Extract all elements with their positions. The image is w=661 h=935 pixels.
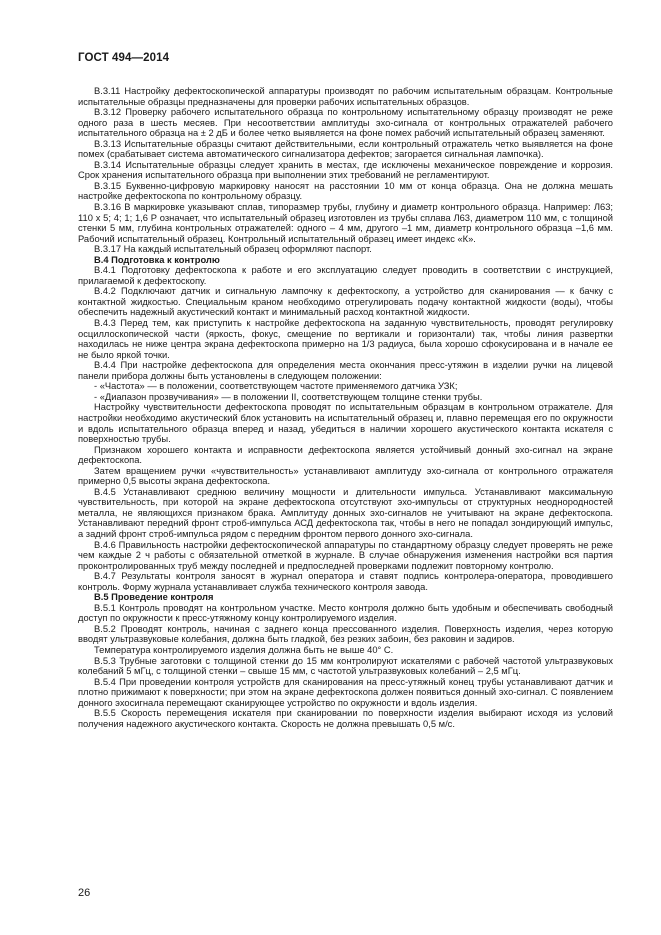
- paragraph-b3-17: В.3.17 На каждый испытательный образец оформляют паспорт.: [94, 244, 372, 255]
- list-item-range: - «Диапазон прозвучивания» — в положении II, соответствующем толщине стенки трубы.: [94, 391, 483, 402]
- paragraph-b5-1: В.5.1 Контроль проводят на контрольном участке. Место контроля должно быть удобным и обеспечивать свободный доступ по окружности к пресс-утяжному концу контролируемого изделия.: [78, 602, 613, 624]
- list-item-frequency: - «Частота» — в положении, соответствующем частоте применяемого датчика УЗК;: [94, 381, 458, 392]
- paragraph-b5-4: В.5.4 При проведении контроля устройств для сканирования на пресс-утяжный конец трубы устанавливают датчик и плотно прижимают к поверхности; при этом на экране дефектоскопа должен появиться донный эхо-сигнал. С появлением донного эхосигнала перемещают сканирующее устройство по окружности и вдоль изделия.: [78, 676, 613, 708]
- paragraph-b5-3: В.5.3 Трубные заготовки с толщиной стенки до 15 мм контролируют искателями с рабочей частотой ультразвуковых колебаний 5 мГц, с толщиной стенки – свыше 15 мм, с частотой ультразвуковых колебаний – 2,5 мГц.: [78, 655, 613, 677]
- paragraph-b4-2: В.4.2 Подключают датчик и сигнальную лампочку к дефектоскопу, а устройство для сканирования — к бачку с контактной жидкостью. Специальным краном необходимо отрегулировать подачу контактной жидкости (воды), чтобы обеспечить надежный акустический контакт и минимальный расход контактной жидкости.: [78, 286, 613, 318]
- paragraph-b3-16: В.3.16 В маркировке указывают сплав, типоразмер трубы, глубину и диаметр контрольного образца. Например: Л63; 110 x 5; 4; 1; 1,6 Р означает, что испытательный образец изготовлен из трубы сплава Л63, диаметром 110 мм, с толщиной стенки 5 мм, глубина контрольных отражателей: одного – 4 мм, другого –1 мм, диаметр контрольного образца –1,6 мм. Рабочий испытательный образец. Контрольный испытательный образец имеет индекс «К».: [78, 202, 613, 244]
- paragraph-b3-14: В.3.14 Испытательные образцы следует хранить в местах, где исключены механическое повреждение и коррозия. Срок хранения испытательного образца при выполнении этих требований не регламентируют.: [78, 159, 613, 181]
- paragraph-b3-12: В.3.12 Проверку рабочего испытательного образца по контрольному испытательному образцу производят не реже одного раза в шесть месяев. При несоответствии амплитуды эхо-сигнала от контрольных отражателей рабочего испытательного образца на ± 2 дБ и более четко выявляется на фоне помех рабочий испытательный образец заменяют.: [78, 107, 613, 139]
- paragraph-b4-6: В.4.6 Правильность настройки дефектоскопической аппаратуры по стандартному образцу следует проверять не реже чем каждые 2 ч работы с обязательной отметкой в журнале. В случае обнаружения изменения настройки вся партия проконтролированных труб между последней и предпоследней проверками подлежит повторному контролю.: [78, 539, 613, 571]
- paragraph-b4-3: В.4.3 Перед тем, как приступить к настройке дефектоскопа на заданную чувствительность, проводят регулировку осциллоскопической части (яркость, фокус, смещение по вертикали и горизонтали) так, чтобы линия развертки находилась не ниже центра экрана дефектоскопа примерно на 1/3 радиуса, была хорошо сфокусирована и в начале ее не было яркой точки.: [78, 318, 613, 360]
- paragraph-temperature: Температура контролируемого изделия должна быть не выше 40° С.: [94, 644, 394, 655]
- page-number: 26: [78, 887, 91, 899]
- paragraph-contact-sign: Признаком хорошего контакта и исправности дефектоскопа является устойчивый донный эхо-сигнал на экране дефектоскопа.: [78, 444, 613, 466]
- document-body: [78, 86, 613, 729]
- paragraph-b3-11: В.3.11 Настройку дефектоскопической аппаратуры производят по рабочим испытательным образцам. Контрольные испытательные образцы предназначены для проверки рабочих испытательных образцов.: [78, 86, 613, 107]
- section-heading-b4: В.4 Подготовка к контролю: [94, 254, 220, 265]
- paragraph-b4-1: В.4.1 Подготовку дефектоскопа к работе и его эксплуатацию следует проводить в соответствии с инструкцией, прилагаемой к дефектоскопу.: [78, 265, 613, 286]
- paragraph-b4-5: В.4.5 Устанавливают среднюю величину мощности и длительности импульса. Устанавливают максимальную чувствительность, при которой на экране дефектоскопа отсутствуют эхо-импульсы от структурных неоднородностей металла, не являющихся признаком брака. Амплитуду донных эхо-сигналов не учитывают на экране дефектоскопа. Устанавливают передний фронт строб-импульса АСД дефектоскопа так, чтобы в него не попадал зондирующий импульс, а задний фронт строб-импульса рядом с передним фронтом первого донного эхо-сигнала.: [78, 486, 613, 539]
- paragraph-b5-2: В.5.2 Проводят контроль, начиная с заднего конца прессованного изделия. Поверхность изделия, через которую вводят ультразвуковые колебания, должна быть гладкой, без резких забоин, без раковин и задиров.: [78, 623, 613, 645]
- paragraph-b4-4: В.4.4 При настройке дефектоскопа для определения места окончания пресс-утяжин в изделии ручки на лицевой панели прибора должны быть установлены в следующем положении:: [78, 360, 613, 381]
- standard-header: ГОСТ 494—2014: [78, 52, 170, 64]
- paragraph-b3-13: В.3.13 Испытательные образцы считают действительными, если контрольный отражатель четко выявляется на фоне помех (срабатывает система автоматического сигнализатора дефектов; загорается сигнальная лампочка).: [78, 138, 613, 160]
- paragraph-b5-5: В.5.5 Скорость перемещения искателя при сканировании по поверхности изделия выбирают исходя из условий получения надежного акустического контакта. Скорость не должна превышать 0,5 м/с.: [78, 708, 613, 729]
- paragraph-b4-7: В.4.7 Результаты контроля заносят в журнал оператора и ставят подпись контролера-оператора, проводившего контроль. Форму журнала устанавливает служба технического контроля завода.: [78, 571, 613, 592]
- paragraph-amplitude: Затем вращением ручки «чувствительность» устанавливают амплитуду эхо-сигнала от контрольного отражателя примерно 0,5 высоты экрана дефектоскопа.: [78, 465, 613, 487]
- section-heading-b5: В.5 Проведение контроля: [94, 592, 214, 603]
- paragraph-sensitivity-setup: Настройку чувствительности дефектоскопа проводят по испытательным образцам в контрольном отражателе. Для настройки необходимо акустический блок установить на испытательный образец и, плавно перемещая его по окружности и вдоль испытательного образца вперед и назад, убедиться в наличии хорошего акустического контакта искателя с поверхностью трубы.: [78, 402, 613, 445]
- paragraph-b3-15: В.3.15 Буквенно-цифровую маркировку наносят на расстоянии 10 мм от конца образца. Она не должна мешать настройке дефектоскопа по контрольному образцу.: [78, 180, 613, 202]
